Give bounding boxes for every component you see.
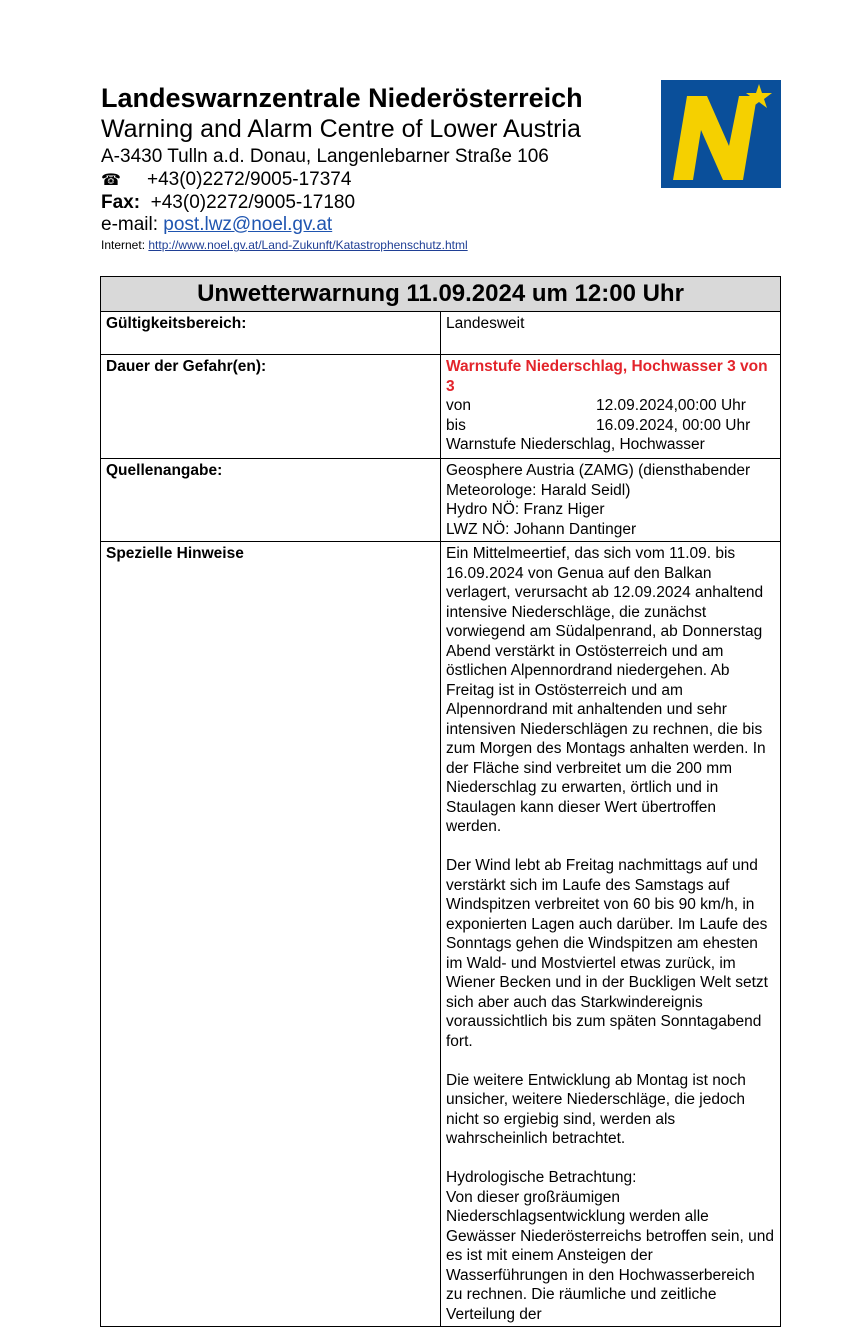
email-link[interactable]: post.lwz@noel.gv.at — [163, 214, 333, 235]
from-value: 12.09.2024,00:00 Uhr — [596, 397, 746, 414]
letterhead — [101, 82, 661, 253]
validity-value: Landesweit — [441, 312, 781, 355]
to-row — [446, 416, 774, 436]
email-label: e-mail: — [101, 214, 159, 235]
internet-line — [101, 237, 661, 253]
org-name-german: Landeswarnzentrale Niederösterreich — [101, 83, 583, 113]
notes-paragraph: Die weitere Entwicklung ab Montag ist noch unsicher, weitere Niederschläge, die jedoch nicht so ergiebig sind, werden als wahrscheinlich betrachtet. — [446, 1071, 746, 1147]
warning-level: Warnstufe Niederschlag, Hochwasser 3 von 3 — [446, 358, 768, 395]
email-line — [101, 214, 661, 236]
internet-link[interactable]: http://www.noel.gv.at/Land-Zukunft/Katastrophenschutz.html — [148, 238, 468, 252]
duration-label: Dauer der Gefahr(en): — [101, 355, 441, 459]
notes-paragraph: Der Wind lebt ab Freitag nachmittags auf und verstärkt sich im Laufe des Samstags auf Windspitzen verbreitet von 60 bis 90 km/h, in exponierten Lagen auch darüber. Im Laufe des Sonntags gehen die Windspitzen am ehesten im Wald- und Mostviertel etwas zurück, im Wiener Becken und in der Buckligen Welt setzt sich aber auch das Starkwindereignis voraussichtlich bis zum späten Sonntagabend fort. — [446, 857, 768, 1050]
duration-cell — [441, 355, 781, 459]
address: A-3430 Tulln a.d. Donau, Langenlebarner Straße 106 — [101, 146, 549, 167]
org-name-english: Warning and Alarm Centre of Lower Austria — [101, 115, 581, 143]
to-value: 16.09.2024, 00:00 Uhr — [596, 416, 751, 434]
source-cell — [441, 459, 781, 542]
phone-number: +43(0)2272/9005-17374 — [147, 169, 352, 190]
fax-number: +43(0)2272/9005-17180 — [150, 192, 356, 213]
internet-label: Internet: — [101, 238, 146, 252]
fax-label: Fax: — [101, 192, 141, 213]
to-label: bis — [446, 416, 466, 434]
warning-table — [100, 276, 781, 1327]
notes-paragraph: Hydrologische Betrachtung: Von dieser großräumigen Niederschlagsentwicklung werden alle Gewässer Niederösterreichs betroffen sein, und es ist mit einem Ansteigen der Wasserführungen in den Hochwasserbereich zu rechnen. Die räumliche und zeitliche Verteilung der — [446, 1169, 774, 1323]
from-label: von — [446, 397, 471, 414]
level-note: Warnstufe Niederschlag, Hochwasser — [446, 436, 705, 453]
phone-line — [101, 169, 661, 192]
notes-label: Spezielle Hinweise — [101, 542, 441, 1327]
phone-icon: ☎ — [101, 172, 121, 189]
source-line: LWZ NÖ: Johann Dantinger — [446, 520, 637, 538]
notes-cell — [441, 542, 781, 1327]
from-row — [446, 396, 774, 416]
notes-paragraph: Ein Mittelmeertief, das sich vom 11.09. bis 16.09.2024 von Genua auf den Balkan verlagert, verursacht ab 12.09.2024 anhaltend intensive Niederschläge, die zunächst vorwiegend am Südalpenrand, ab Donnerstag Abend verstärkt in Ostösterreich und am östlichen Alpennordrand niedergehen. Ab Freitag ist in Ostösterreich und am Alpennordrand mit anhaltenden und sehr intensiven Niederschlägen zu rechnen, die bis zum Morgen des Montags anhalten werden. In der Fläche sind verbreitet um die 200 mm Niederschlag zu erwarten, örtlich und in Staulagen kann dieser Wert übertroffen werden. — [446, 545, 766, 835]
validity-label: Gültigkeitsbereich: — [101, 312, 441, 355]
source-line: Geosphere Austria (ZAMG) (diensthabender Meteorologe: Harald Seidl) — [446, 462, 751, 499]
warning-title: Unwetterwarnung 11.09.2024 um 12:00 Uhr — [101, 277, 781, 312]
fax-line — [101, 192, 661, 214]
source-label: Quellenangabe: — [101, 459, 441, 542]
source-line: Hydro NÖ: Franz Higer — [446, 501, 605, 518]
noe-logo-icon — [661, 80, 781, 188]
